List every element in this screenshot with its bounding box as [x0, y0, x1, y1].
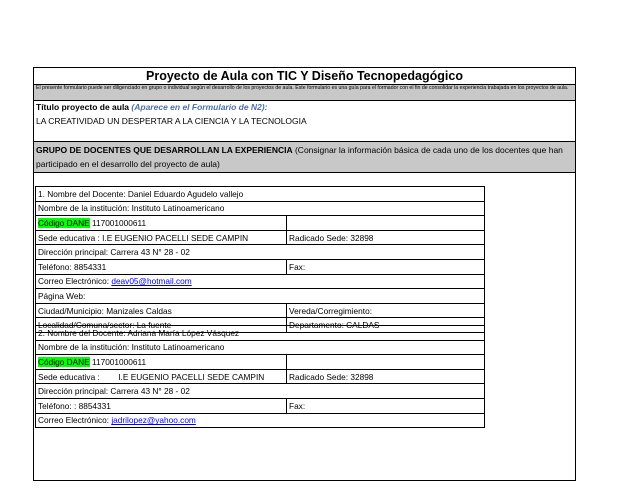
teacher1-vereda: Vereda/Corregimiento:	[287, 303, 485, 318]
project-title-label	[36, 102, 267, 112]
group-header-rest: (Consignar la información básica de cada uno de los docentes que han	[292, 145, 563, 155]
page-title: Proyecto de Aula con TIC Y Diseño Tecnopedagógico	[146, 69, 463, 83]
table-row	[36, 259, 485, 274]
teacher2-institution: Nombre de la institución: Instituto Latinoamericano	[36, 340, 485, 355]
teacher2-dane-label: Código DANE	[38, 356, 90, 367]
teacher2-dane-cell	[36, 355, 287, 370]
teacher2-dane-value: 117001000611	[89, 356, 147, 367]
teacher2-email-link[interactable]: jadrilopez@yahoo.com	[111, 415, 196, 426]
teacher2-phone: Teléfono: : 8854331	[36, 398, 287, 413]
teacher2-radicado: Radicado Sede: 32898	[287, 369, 485, 384]
teacher1-table	[35, 186, 485, 333]
teacher2-email-label: Correo Electrónico:	[38, 415, 112, 426]
table-row	[36, 201, 485, 216]
teacher1-phone: Teléfono: 8854331	[36, 259, 287, 274]
teacher1-sede: Sede educativa : I.E EUGENIO PACELLI SEDE CAMPIN	[36, 230, 287, 245]
group-header-line2: participado en el desarrollo del proyecto de aula)	[36, 159, 220, 169]
teacher2-email-cell	[36, 413, 485, 428]
table-row	[36, 384, 485, 399]
teacher2-address: Dirección principal: Carrera 43 N° 28 - 02	[36, 384, 485, 399]
table-row	[36, 398, 485, 413]
teacher1-locality: Localidad/Comuna/sector: La fuente	[36, 318, 287, 333]
project-title-label-text: Título proyecto de aula	[36, 102, 130, 112]
teacher1-department: Departamento: CALDAS	[287, 318, 485, 333]
teacher1-fax: Fax:	[287, 259, 485, 274]
teacher1-dane-value: 117001000611	[89, 217, 147, 228]
table-row	[36, 230, 485, 245]
table-row	[36, 274, 485, 289]
teacher2-fax: Fax:	[287, 398, 485, 413]
table-row	[36, 413, 485, 428]
table-row	[36, 369, 485, 384]
teacher1-dane-cell	[36, 216, 287, 231]
teacher2-name: 2. Nombre del Docente: Adriana María López Vásquez	[36, 326, 485, 341]
table-row	[36, 340, 485, 355]
teacher1-name: 1. Nombre del Docente: Daniel Eduardo Agudelo vallejo	[36, 187, 485, 202]
empty-cell	[287, 216, 485, 231]
teacher2-table	[35, 325, 485, 428]
teacher1-email-link[interactable]: deav05@hotmail.com	[111, 276, 192, 287]
teacher1-institution: Nombre de la institución: Instituto Latinoamericano	[36, 201, 485, 216]
teacher1-web: Página Web:	[36, 289, 485, 304]
project-title-value: LA CREATIVIDAD UN DESPERTAR A LA CIENCIA Y LA TECNOLOGIA	[36, 116, 307, 126]
teacher2-sede: Sede educativa : I.E EUGENIO PACELLI SEDE CAMPIN	[36, 369, 287, 384]
teacher1-address: Dirección principal: Carrera 43 N° 28 - 02	[36, 245, 485, 260]
table-row	[36, 216, 485, 231]
table-row	[36, 245, 485, 260]
table-row	[36, 326, 485, 341]
empty-cell	[287, 355, 485, 370]
teacher1-dane-label: Código DANE	[38, 217, 90, 228]
table-row	[36, 187, 485, 202]
teacher1-email-label: Correo Electrónico:	[38, 276, 112, 287]
teacher1-radicado: Radicado Sede: 32898	[287, 230, 485, 245]
intro-note: El presente formulario puede ser diligenciado en grupo o individual según el desarrollo de los proyectos de aula. Este formulario es una guía para el formador con el fin de consolidar la experiencia trabajada en los proyectos de aula.	[34, 84, 575, 101]
group-header-bold: GRUPO DE DOCENTES QUE DESARROLLAN LA EXPERIENCIA	[36, 145, 293, 155]
table-row	[36, 303, 485, 318]
teacher1-email-cell	[36, 274, 485, 289]
table-row	[36, 289, 485, 304]
teacher1-city: Ciudad/Municipio: Manizales Caldas	[36, 303, 287, 318]
table-row	[36, 355, 485, 370]
teacher-group-header	[34, 141, 575, 173]
project-title-note: (Aparece en el Formulario de N2):	[131, 102, 268, 112]
